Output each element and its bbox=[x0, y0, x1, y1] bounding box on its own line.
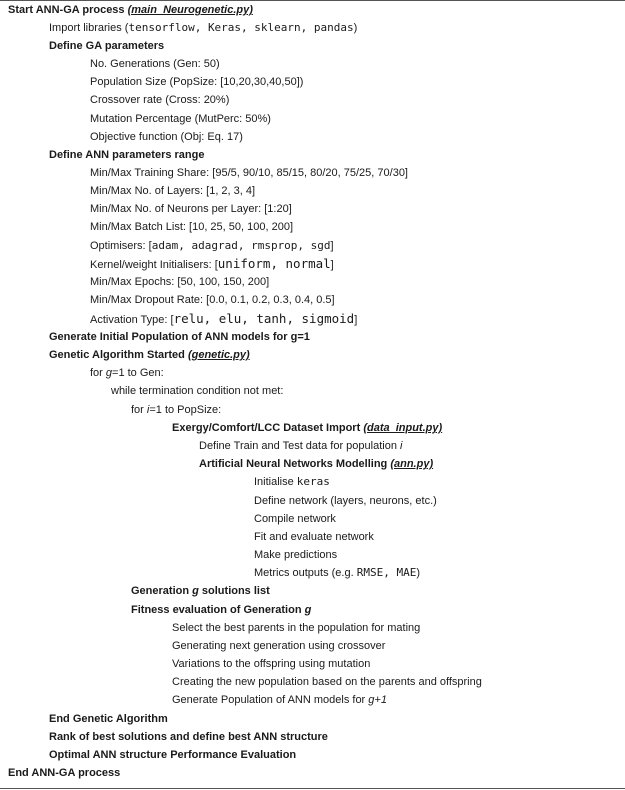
ga-param-objective: Objective function (Obj: Eq. 17) bbox=[90, 131, 243, 143]
initial-population-heading: Generate Initial Population of ANN models for g=1 bbox=[49, 331, 310, 343]
for-generation-loop: for g=1 to Gen: bbox=[90, 367, 164, 379]
fit-evaluate-line: Fit and evaluate network bbox=[254, 531, 374, 543]
rank-solutions-heading: Rank of best solutions and define best ANN structure bbox=[49, 731, 328, 743]
compile-network-line: Compile network bbox=[254, 513, 336, 525]
ann-param-epochs: Min/Max Epochs: [50, 100, 150, 200] bbox=[90, 276, 270, 288]
fitness-evaluation-heading: Fitness evaluation of Generation g bbox=[131, 604, 312, 616]
ga-param-mutation: Mutation Percentage (MutPerc: 50%) bbox=[90, 113, 271, 125]
while-loop: while termination condition not met: bbox=[111, 385, 284, 397]
make-predictions-line: Make predictions bbox=[254, 549, 338, 561]
performance-evaluation-heading: Optimal ANN structure Performance Evaluation bbox=[49, 749, 297, 761]
ann-script-name: (ann.py) bbox=[390, 458, 434, 470]
bottom-rule bbox=[0, 788, 625, 789]
initialise-keras-line: Initialise keras bbox=[254, 475, 330, 488]
mutation-line: Variations to the offspring using mutation bbox=[172, 658, 371, 670]
ann-param-batch: Min/Max Batch List: [10, 25, 50, 100, 200] bbox=[90, 221, 294, 233]
main-script-name: (main_Neurogenetic.py) bbox=[127, 4, 253, 16]
dataset-import-heading: Exergy/Comfort/LCC Dataset Import (data_input.py) bbox=[172, 422, 443, 434]
ga-started-heading: Genetic Algorithm Started (genetic.py) bbox=[49, 349, 250, 361]
ann-param-optimisers: Optimisers: [adam, adagrad, rmsprop, sgd] bbox=[90, 239, 334, 252]
ann-param-neurons: Min/Max No. of Neurons per Layer: [1:20] bbox=[90, 203, 292, 215]
ann-param-dropout: Min/Max Dropout Rate: [0.0, 0.1, 0.2, 0.3, 0.4, 0.5] bbox=[90, 294, 335, 306]
ann-modelling-heading: Artificial Neural Networks Modelling (ann.py) bbox=[199, 458, 434, 470]
train-test-data-line: Define Train and Test data for population i bbox=[199, 440, 403, 452]
data-input-script-name: (data_input.py) bbox=[363, 422, 443, 434]
for-population-loop: for i=1 to PopSize: bbox=[131, 404, 222, 416]
ann-param-layers: Min/Max No. of Layers: [1, 2, 3, 4] bbox=[90, 185, 256, 197]
generation-solutions-heading: Generation g solutions list bbox=[131, 585, 270, 597]
ga-params-heading: Define GA parameters bbox=[49, 40, 165, 52]
ann-param-activation: Activation Type: [relu, elu, tanh, sigmoid] bbox=[90, 311, 358, 326]
ga-param-generations: No. Generations (Gen: 50) bbox=[90, 58, 220, 70]
crossover-line: Generating next generation using crossover bbox=[172, 640, 386, 652]
ann-param-initialisers: Kernel/weight Initialisers: [uniform, normal] bbox=[90, 256, 334, 271]
new-population-line: Creating the new population based on the parents and offspring bbox=[172, 676, 482, 688]
define-network-line: Define network (layers, neurons, etc.) bbox=[254, 495, 437, 507]
library-list: tensorflow, Keras, sklearn, pandas bbox=[128, 21, 354, 34]
ga-param-crossover: Crossover rate (Cross: 20%) bbox=[90, 94, 230, 106]
import-libraries-line: Import libraries (tensorflow, Keras, sklearn, pandas) bbox=[49, 21, 358, 34]
select-parents-line: Select the best parents in the population for mating bbox=[172, 622, 421, 634]
end-process-heading: End ANN-GA process bbox=[8, 767, 121, 779]
end-ga-heading: End Genetic Algorithm bbox=[49, 713, 168, 725]
genetic-script-name: (genetic.py) bbox=[187, 349, 250, 361]
metrics-outputs-line: Metrics outputs (e.g. RMSE, MAE) bbox=[254, 566, 420, 579]
start-process-heading: Start ANN-GA process (main_Neurogenetic.py) bbox=[8, 4, 253, 16]
ga-param-popsize: Population Size (PopSize: [10,20,30,40,50]) bbox=[90, 76, 304, 88]
ann-param-training-share: Min/Max Training Share: [95/5, 90/10, 85/15, 80/20, 75/25, 70/30] bbox=[90, 167, 408, 179]
ann-params-heading: Define ANN parameters range bbox=[49, 149, 205, 161]
next-population-line: Generate Population of ANN models for g+1 bbox=[172, 694, 387, 706]
